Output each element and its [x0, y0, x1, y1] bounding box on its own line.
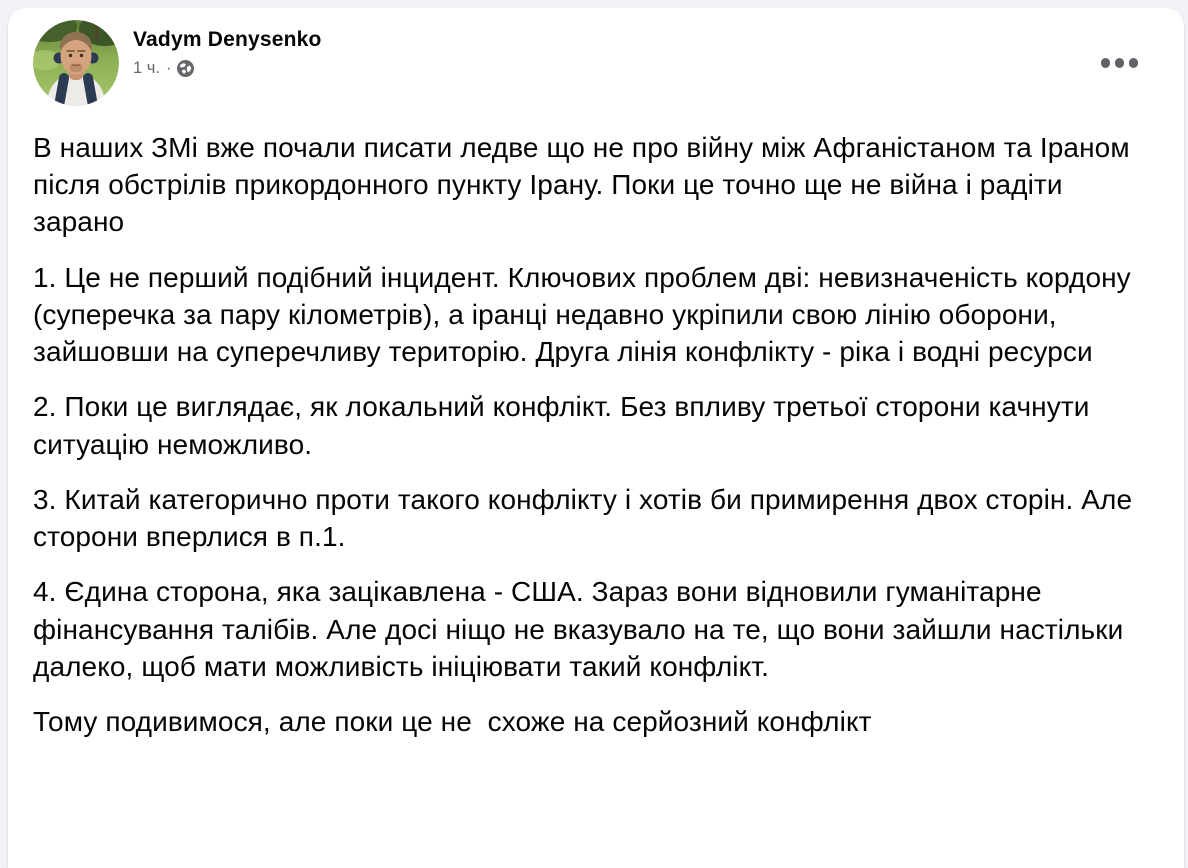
meta-separator: · [165, 59, 172, 78]
post-paragraph: 4. Єдина сторона, яка зацікавлена - США. Зараз вони відновили гуманітарне фінансування талібів. Але досі ніщо не вказувало на те, що вони зайшли настільки далеко, щоб мати можливість ініціювати такий конфлікт. [33, 576, 1132, 682]
post-header-info [133, 20, 322, 78]
post-meta [133, 59, 322, 78]
facebook-post-card [8, 8, 1184, 868]
ellipsis-icon [1101, 58, 1111, 68]
ellipsis-icon [1115, 58, 1125, 68]
timestamp-link[interactable]: 1 ч. [133, 59, 160, 78]
author-name-link[interactable]: Vadym Denysenko [133, 28, 322, 51]
post-paragraph: 3. Китай категорично проти такого конфлікту і хотів би примирення двох сторін. Але сторони вперлися в п.1. [33, 483, 1141, 553]
post-paragraph: В наших ЗМі вже почали писати ледве що не про війну між Афганістаном та Іраном після обстрілів прикордонного пункту Ірану. Поки це точно ще не війна і радіти зарано [33, 132, 1138, 238]
globe-icon [177, 60, 194, 77]
post-body [8, 106, 1184, 740]
profile-photo-image [33, 20, 119, 106]
post-options-button[interactable] [1093, 50, 1147, 76]
post-paragraph: 2. Поки це виглядає, як локальний конфлікт. Без впливу третьої сторони качнути ситуацію неможливо. [33, 391, 1098, 460]
avatar[interactable] [33, 20, 119, 106]
ellipsis-icon [1129, 58, 1139, 68]
post-header [8, 8, 1184, 106]
post-paragraph: Тому подивимося, але поки це не схоже на серйозний конфлікт [33, 706, 872, 738]
post-paragraph: 1. Це не перший подібний інцидент. Ключових проблем дві: невизначеність кордону (суперечка за пару кілометрів), а іранці недавно укріпили свою лінію оборони, зайшовши на суперечливу територію. Друга лінія конфлікту - ріка і водні ресурси [33, 261, 1139, 368]
